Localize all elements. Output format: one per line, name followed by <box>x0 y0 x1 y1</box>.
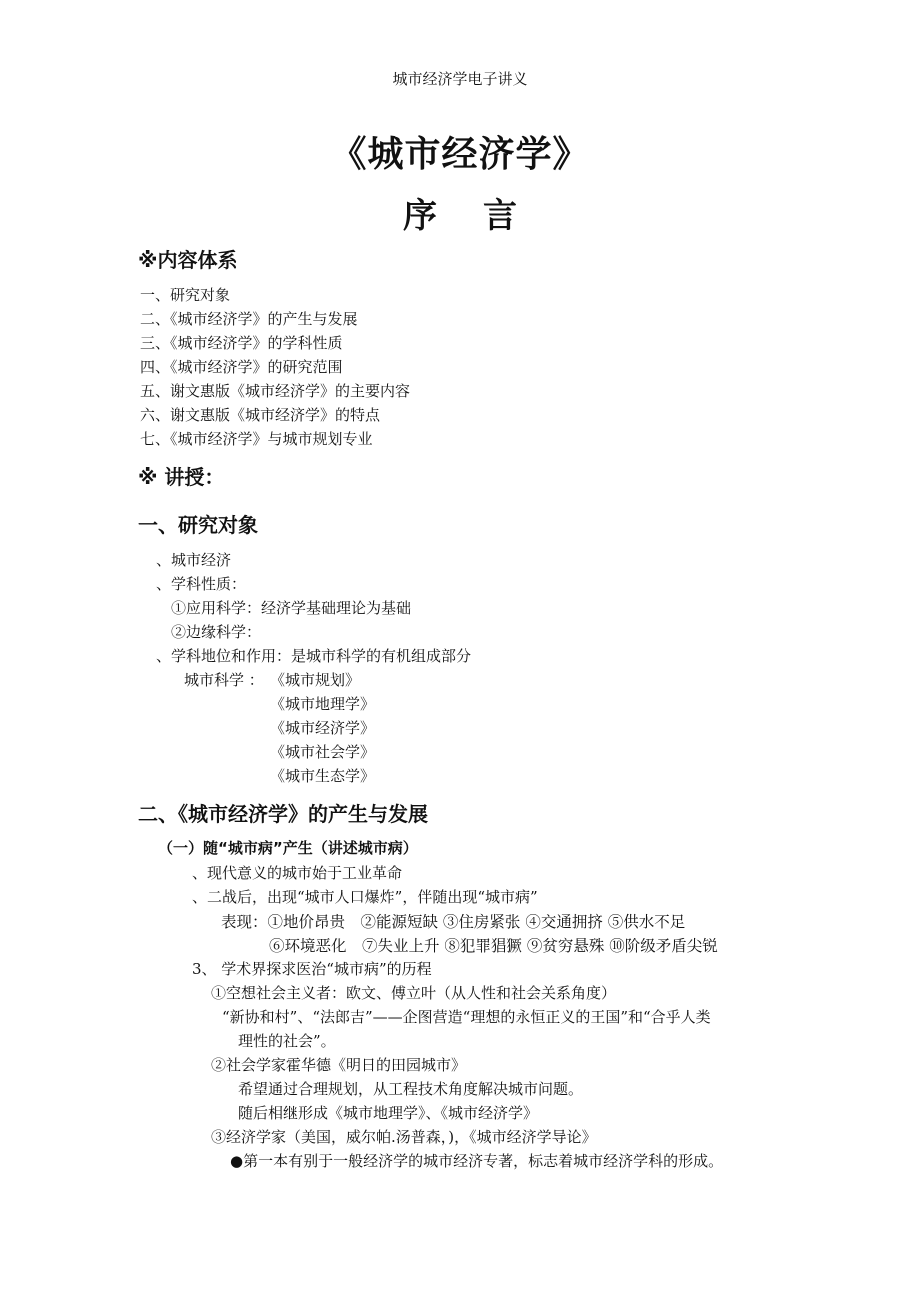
section-2-heading: 二、《城市经济学》的产生与发展 <box>138 802 428 826</box>
urban-science-item: 《城市地理学》 <box>270 695 376 713</box>
section-2-line: 3、 学术界探求医治“城市病”的历程 <box>192 960 432 978</box>
section-2-subheading: （一）随“城市病”产生（讲述城市病） <box>158 839 418 857</box>
urban-science-item: 《城市经济学》 <box>270 719 376 737</box>
toc-item: 三、《城市经济学》的学科性质 <box>140 334 343 352</box>
urban-science-item: 《城市生态学》 <box>270 767 376 785</box>
toc-item: 五、谢文惠版《城市经济学》的主要内容 <box>140 382 411 400</box>
section-2-line: 随后相继形成《城市地理学》、《城市经济学》 <box>238 1104 539 1122</box>
section-2-line: ②社会学家霍华德《明日的田园城市》 <box>211 1056 467 1074</box>
subtitle-char-1: 序 <box>403 196 437 236</box>
toc-item: 一、研究对象 <box>140 286 231 304</box>
urban-science-item: 《城市社会学》 <box>270 743 376 761</box>
section-2-line: 、现代意义的城市始于工业革命 <box>192 864 403 882</box>
toc-item: 四、《城市经济学》的研究范围 <box>140 358 343 376</box>
section-1-line: ①应用科学：经济学基础理论为基础 <box>171 599 412 617</box>
urban-science-label: 城市科学 ： <box>184 671 264 689</box>
section-2-line: ③经济学家（美国，威尔帕.汤普森，)，《城市经济学导论》 <box>211 1128 597 1146</box>
toc-item: 二、《城市经济学》的产生与发展 <box>140 310 358 328</box>
section-1-line: 、城市经济 <box>156 551 232 569</box>
section-2-bullet: ●第一本有别于一般经济学的城市经济专著，标志着城市经济学科的形成。 <box>230 1152 724 1170</box>
lecture-heading: ※ 讲授： <box>138 465 225 489</box>
document-title: 《城市经济学》 <box>330 133 590 175</box>
document-subtitle <box>0 188 920 237</box>
section-2-line: “新协和村”、“法郎吉”——企图营造“理想的永恒正义的王国”和“合乎人类 <box>222 1008 711 1026</box>
city-disease-list: 表现：①地价昂贵 ②能源短缺 ③住房紧张 ④交通拥挤 ⑤供水不足 <box>221 913 686 931</box>
subtitle-char-2: 言 <box>483 196 517 236</box>
toc-item: 七、《城市经济学》与城市规划专业 <box>140 430 373 448</box>
urban-science-item: 《城市规划》 <box>270 671 361 689</box>
section-2-line: 、二战后，出现“城市人口爆炸”，伴随出现“城市病” <box>192 888 538 906</box>
page-header: 城市经济学电子讲义 <box>392 70 528 88</box>
city-disease-list: ⑥环境恶化 ⑦失业上升 ⑧犯罪猖獗 ⑨贫穷悬殊 ⑩阶级矛盾尖锐 <box>269 937 718 955</box>
section-1-heading: 一、研究对象 <box>138 513 258 537</box>
section-1-line: 、学科地位和作用：是城市科学的有机组成部分 <box>156 647 472 665</box>
section-2-line: 理性的社会”。 <box>238 1032 336 1050</box>
section-2-line: ①空想社会主义者：欧文、傅立叶（从人性和社会关系角度） <box>211 984 617 1002</box>
section-2-line: 希望通过合理规划，从工程技术角度解决城市问题。 <box>238 1080 584 1098</box>
content-system-heading: ※内容体系 <box>138 248 238 272</box>
section-1-line: 、学科性质： <box>156 575 247 593</box>
toc-item: 六、谢文惠版《城市经济学》的特点 <box>140 406 381 424</box>
section-1-line: ②边缘科学： <box>171 623 262 641</box>
